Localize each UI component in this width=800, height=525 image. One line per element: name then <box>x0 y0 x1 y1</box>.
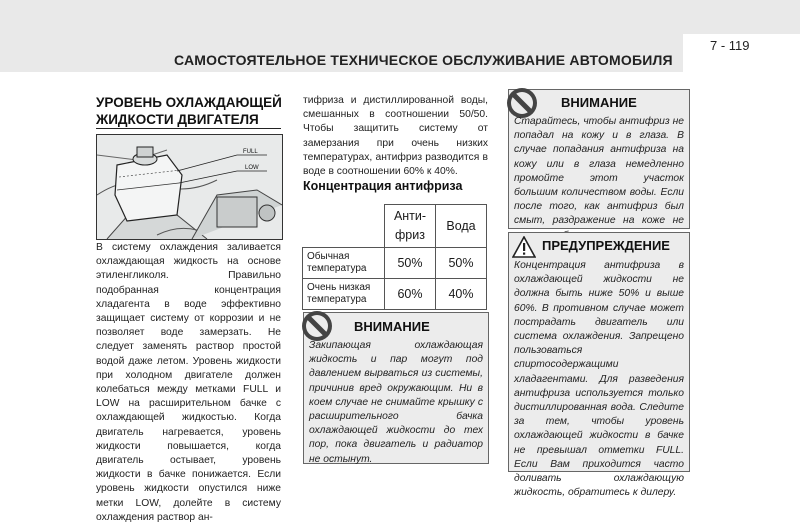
warning-heading: ПРЕДУПРЕЖДЕНИЕ <box>542 238 670 253</box>
water-value: 50% <box>436 248 487 279</box>
low-mark-label: LOW <box>245 165 259 171</box>
antifreeze-value: 50% <box>385 248 436 279</box>
full-mark-label: FULL <box>243 149 258 155</box>
caution-box-skin-contact <box>508 89 690 229</box>
col-header-antifreeze <box>385 205 436 248</box>
row-label: Обычная температура <box>303 248 385 279</box>
concentration-table-title: Концентрация антифриза <box>303 179 463 193</box>
caution-box-hot-coolant <box>303 312 489 464</box>
table-row <box>303 279 487 310</box>
caution-text: Закипающая охлаждающая жидкость и пар могут под давлением вырваться из системы, причинив вред окружающим. Ни в коем случае не снимайте крышку с расширительного бачка охлаждающей жидкости до тех пор, пока двигатель и радиатор не остынут. <box>309 340 483 465</box>
prohibition-icon <box>300 309 334 343</box>
warning-text: Концентрация антифриза в охлаждающей жидкости не должна быть ниже 50% и выше 60%. В противном случае может пострадать двигатель или система охлаждения. Запрещено пользоваться спиртосодержащими хладагентами. Для разведения антифриза используется только дистиллированная вода. Следите за тем, чтобы уровень охлаждающей жидкости в бачке не превышал отметки FULL. Если Вам приходится часто доливать охлаждающую жидкость, обратитесь к дилеру. <box>514 260 684 499</box>
section-title: УРОВЕНЬ ОХЛАЖДАЮЩЕЙ ЖИДКОСТИ ДВИГАТЕЛЯ <box>96 95 282 127</box>
table-header-row <box>303 205 487 248</box>
row-label: Очень низкая температура <box>303 279 385 310</box>
page-header <box>0 0 800 72</box>
engine-bay-illustration <box>97 135 282 239</box>
coolant-reservoir-figure <box>96 134 283 240</box>
warning-box-concentration <box>508 232 690 499</box>
chapter-title: САМОСТОЯТЕЛЬНОЕ ТЕХНИЧЕСКОЕ ОБСЛУЖИВАНИЕ АВТОМОБИЛЯ <box>174 52 673 68</box>
caution-heading: ВНИМАНИЕ <box>354 319 430 334</box>
table-row <box>303 248 487 279</box>
coolant-continued-text: тифриза и дистиллированной воды, смешанных в соотношении 50/50. Чтобы защитить систему от замерзания при очень низких температурах, антифриз разводится в воде в соотношении 60% к 40%. <box>303 95 488 178</box>
water-value: 40% <box>436 279 487 310</box>
col-header-antifreeze-label: Анти- фриз <box>393 209 427 242</box>
coolant-intro-text: В систему охлаждения заливается охлаждающая жидкость на основе этиленгликоля. Правильно подобранная концентрация хладагента в воде эффективно защищает систему от коррозии и не позволяет воде замерзать. Не следует заменять раствор простой водой даже летом. Уровень жидкости при холодном двигателе должен колебаться между метками FULL и LOW на расширительном бачке с охлаждающей жидкостью. Когда двигатель нагревается, уровень жидкости повышается, когда двигатель остывает, уровень жидкости в бачке понижается. Если уровень жидкости опустился ниже метки LOW, долейте в систему охлаждения раствор ан- <box>96 242 281 523</box>
section-title-rule <box>96 128 281 129</box>
antifreeze-value: 60% <box>385 279 436 310</box>
caution-heading: ВНИМАНИЕ <box>561 95 637 110</box>
warning-triangle-icon <box>512 236 536 258</box>
page-number: 7 - 119 <box>710 38 750 53</box>
caution-text: Старайтесь, чтобы антифриз не попадал на кожу и в глаза. В случае попадания антифриза на кожу или в глаза немедленно промойте этот участок большим количеством воды. Если после того, как антифриз был смыт, раздражение на коже не <box>514 116 684 227</box>
table-corner-cell <box>303 205 385 248</box>
antifreeze-concentration-table <box>302 204 487 310</box>
col-header-water: Вода <box>436 205 487 248</box>
